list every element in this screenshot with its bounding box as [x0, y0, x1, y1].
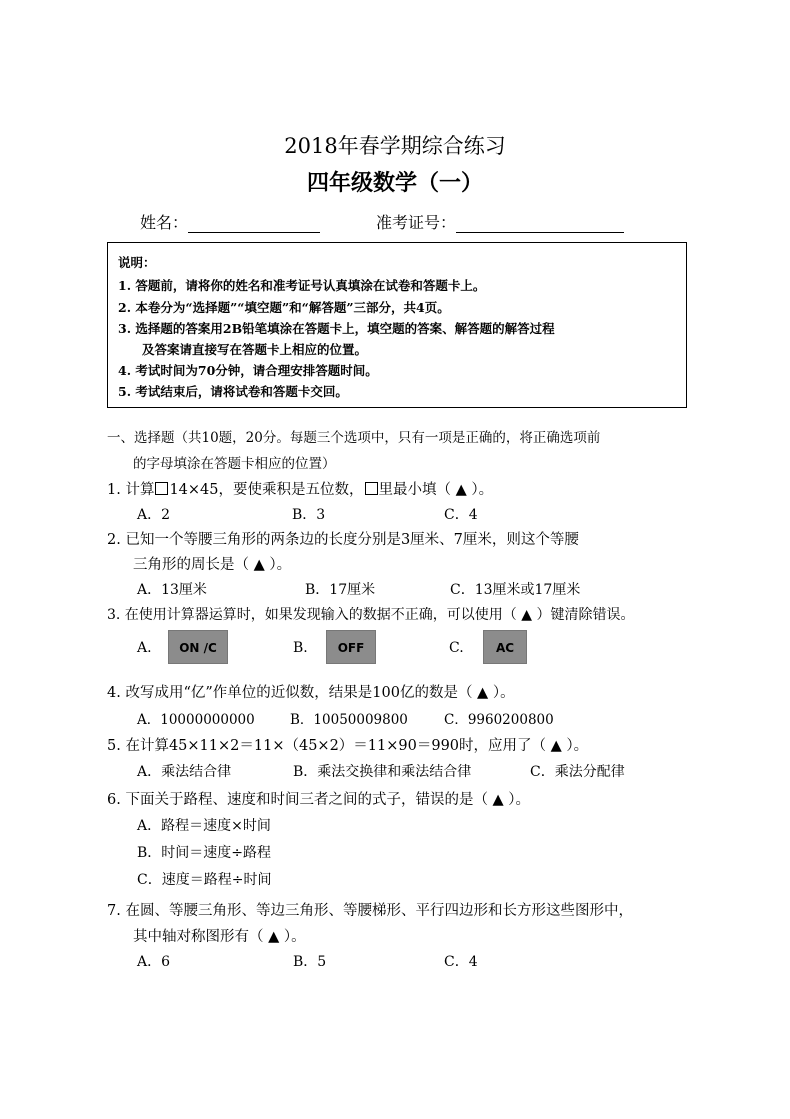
- q4-option-c: C．9960200800: [444, 712, 554, 728]
- q2-option-c: C．13厘米或17厘米: [450, 582, 581, 598]
- instruction-item: 1. 答题前，请将你的姓名和准考证号认真填涂在试卷和答题卡上。: [118, 278, 486, 293]
- q1-text-b: 14×45，要使乘积是五位数，: [169, 482, 364, 498]
- q3-option-b: B.: [293, 640, 308, 656]
- question-6: 6. 下面关于路程、速度和时间三者之间的式子，错误的是（ ▲ ）。: [107, 792, 531, 808]
- section-heading-cont: 的字母填涂在答题卡相应的位置）: [133, 456, 336, 472]
- blank-square-icon: [155, 482, 168, 495]
- q6-option-c: C．速度＝路程÷时间: [137, 872, 272, 888]
- question-5: 5. 在计算45×11×2＝11×（45×2）＝11×90＝990时，应用了（ ▲ ）。: [107, 738, 589, 754]
- question-4: 4. 改写成用“亿”作单位的近似数，结果是100亿的数是（ ▲ ）。: [107, 685, 515, 701]
- q1-text-c: 里最小填（ ▲ ）。: [378, 482, 494, 498]
- q1-option-c: C．4: [444, 507, 478, 523]
- id-label: 准考证号：: [376, 213, 457, 232]
- question-7: 7. 在圆、等腰三角形、等边三角形、等腰梯形、平行四边形和长方形这些图形中，: [107, 903, 633, 919]
- q4-option-a: A．10000000000: [137, 712, 255, 728]
- instruction-item: 5. 考试结束后，请将试卷和答题卡交回。: [118, 384, 348, 399]
- blank-square-icon: [365, 482, 378, 495]
- q7-option-a: A．6: [137, 954, 171, 970]
- q6-option-a: A．路程＝速度×时间: [137, 818, 271, 834]
- question-3: 3. 在使用计算器运算时，如果发现输入的数据不正确，可以使用（ ▲ ）键清除错误。: [107, 607, 635, 623]
- q1-option-b: B．3: [292, 507, 326, 523]
- q3-option-c: C.: [449, 640, 464, 656]
- instructions-box: [107, 242, 687, 408]
- exam-subtitle: 四年级数学（一）: [306, 171, 483, 196]
- q1-option-a: A．2: [137, 507, 171, 523]
- q1-text-a: 1. 计算: [107, 482, 155, 498]
- q7-option-b: B．5: [293, 954, 327, 970]
- id-blank: [456, 216, 624, 233]
- calculator-key-onc: ON /C: [168, 630, 228, 664]
- calculator-key-ac: AC: [483, 630, 527, 664]
- q5-option-a: A．乘法结合律: [137, 764, 232, 780]
- q2-option-b: B．17厘米: [305, 582, 376, 598]
- instruction-item: 3. 选择题的答案用2B铅笔填涂在答题卡上，填空题的答案、解答题的解答过程: [118, 321, 555, 336]
- q7-option-c: C．4: [444, 954, 478, 970]
- name-field: [140, 210, 320, 233]
- id-field: [376, 210, 624, 233]
- q3-option-a: A.: [137, 640, 152, 656]
- question-2-cont: 三角形的周长是（ ▲ ）。: [133, 557, 292, 573]
- instruction-item: 4. 考试时间为70分钟，请合理安排答题时间。: [118, 363, 378, 378]
- name-blank: [188, 216, 320, 233]
- instruction-item: 及答案请直接写在答题卡上相应的位置。: [142, 342, 368, 357]
- exam-title: 2018年春学期综合练习: [284, 134, 506, 158]
- instruction-item: 2. 本卷分为“选择题”“填空题”和“解答题”三部分，共4页。: [118, 300, 450, 315]
- q5-option-c: C．乘法分配律: [530, 764, 625, 780]
- instructions-heading: 说明：: [118, 255, 156, 270]
- q5-option-b: B．乘法交换律和乘法结合律: [293, 764, 472, 780]
- calculator-key-off: OFF: [326, 630, 376, 664]
- q4-option-b: B．10050009800: [290, 712, 408, 728]
- name-label: 姓名：: [140, 213, 189, 232]
- question-7-cont: 其中轴对称图形有（ ▲ ）。: [133, 929, 306, 945]
- question-2: 2. 已知一个等腰三角形的两条边的长度分别是3厘米、7厘米，则这个等腰: [107, 532, 579, 548]
- section-heading: 一、选择题（共10题，20分。每题三个选项中，只有一项是正确的，将正确选项前: [107, 430, 601, 446]
- q2-option-a: A．13厘米: [137, 582, 207, 598]
- question-1: [107, 478, 493, 499]
- q6-option-b: B．时间＝速度÷路程: [137, 845, 272, 861]
